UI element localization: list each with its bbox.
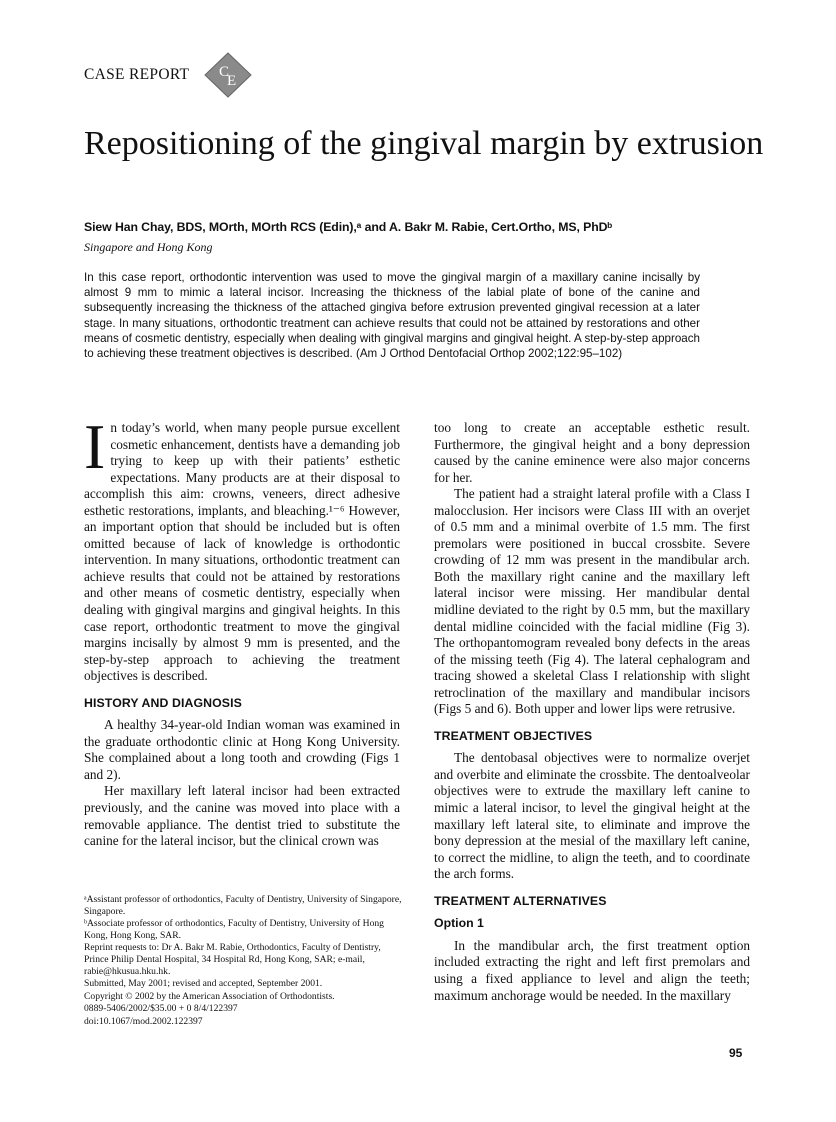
paragraph: A healthy 34-year-old Indian woman was examined in the graduate orthodontic clinic at Hong Kong University. She complained about a long tooth and crowding (Figs 1 and 2). — [84, 717, 400, 782]
doi-note: doi:10.1067/mod.2002.122397 — [84, 1015, 203, 1027]
paragraph: The patient had a straight lateral profile with a Class I malocclusion. Her incisors were Class III with an overjet of 0.5 mm and a minimal overbite of 1.5 mm. The first premolars were positioned in buccal crossbite. Severe crowding of 12 mm was present in the mandibular arch. Both the maxillary right canine and the maxillary left lateral incisor were missing. Her mandibular dental midline deviated to the right by 0.5 mm, but the maxillary dental midline coincided with the facial midline (Fig 3). The orthopantomogram revealed bony defects in the areas of the missing teeth (Fig 4). The lateral cephalogram and tracing showed a skeletal Class I relationship with slight retroclination of the maxillary and mandibular incisors (Figs 5 and 6). Both upper and lower lips were retrusive. — [434, 486, 750, 717]
right-column — [434, 420, 750, 1004]
heading-objectives: TREATMENT OBJECTIVES — [434, 728, 593, 743]
paragraph: In the mandibular arch, the first treatment option included extracting the right and left first premolars and using a fixed appliance to level and align the teeth; maximum anchorage would be needed. In the maxillary — [434, 937, 750, 1003]
copyright-note: Copyright © 2002 by the American Association of Orthodontists. — [84, 990, 335, 1002]
intro-text: n today’s world, when many people pursue excellent cosmetic enhancement, dentists have a demanding job trying to keep up with their patients’ esthetic expectations. Many products are at their disposal to accomplish this aim: crowns, veneers, direct adhesive esthetic restorations, implants, and bleaching.¹⁻⁶ However, an important option that should be included but is often omitted because of lack of knowledge is orthodontic intervention. In many situations, orthodontic treatment can achieve results that could not be attained by restorations and other means of cosmetic dentistry, especially when dealing with gingival margins and gingival heights. In this case report, orthodontic treatment to move the gingival margins incisally by almost 9 mm is presented, and the step-by-step approach to achieving the treatment objectives is described. — [84, 420, 400, 684]
paragraph: The dentobasal objectives were to normalize overjet and overbite and eliminate the crossbite. The dentoalveolar objectives were to extrude the maxillary left canine to mimic a lateral incisor, to level the gingival height at the maxillary left lateral site, to eliminate and improve the bony depression at the mesial of the maxillary left canine, to correct the midline, to align the teeth, and to coordinate the arch forms. — [434, 750, 750, 882]
ce-logo — [203, 52, 253, 98]
paragraph: too long to create an acceptable esthetic result. Furthermore, the gingival height and a bony depression caused by the canine eminence were also major concerns for her. — [434, 420, 750, 485]
footnotes — [84, 894, 402, 1029]
heading-history: HISTORY AND DIAGNOSIS — [84, 695, 242, 710]
section-label: CASE REPORT — [84, 66, 190, 83]
reprint-note: Reprint requests to: Dr A. Bakr M. Rabie, Orthodontics, Faculty of Dentistry, Prince Philip Dental Hospital, 34 Hospital Rd, Hong Kong, SAR; e-mail, rabie@hkusua.hku.hk. — [84, 942, 381, 977]
ce-diamond-icon — [203, 52, 253, 98]
author-line: Siew Han Chay, BDS, MOrth, MOrth RCS (Edin),ᵃ and A. Bakr M. Rabie, Cert.Ortho, MS, PhDᵇ — [84, 220, 613, 234]
footnote-a: ᵃAssistant professor of orthodontics, Faculty of Dentistry, University of Singapore, Singapore. — [84, 894, 402, 917]
codes-note: 0889-5406/2002/$35.00 + 0 8/4/122397 — [84, 1003, 238, 1015]
footnote-b: ᵇAssociate professor of orthodontics, Faculty of Dentistry, University of Hong Kong, Hong Kong, SAR. — [84, 918, 384, 941]
affiliation: Singapore and Hong Kong — [84, 240, 213, 254]
left-column — [84, 411, 400, 850]
subheading-option-1: Option 1 — [434, 916, 484, 931]
article-title: Repositioning of the gingival margin by extrusion — [84, 125, 764, 162]
logo-letter-c: C — [219, 64, 230, 80]
page-number: 95 — [729, 1046, 743, 1060]
paragraph: Her maxillary left lateral incisor had been extracted previously, and the canine was moved into place with a removable appliance. The dentist tried to substitute the canine for the lateral incisor, but the clinical crown was — [84, 783, 400, 849]
drop-cap: I — [84, 411, 106, 482]
intro-paragraph — [84, 411, 400, 685]
submitted-note: Submitted, May 2001; revised and accepted, September 2001. — [84, 978, 323, 990]
heading-alternatives: TREATMENT ALTERNATIVES — [434, 893, 607, 908]
logo-letter-e: E — [227, 73, 237, 89]
abstract: In this case report, orthodontic intervention was used to move the gingival margin of a maxillary canine incisally by almost 9 mm to mimic a lateral incisor. Increasing the thickness of the labial plate of bone of the canine and subsequently increasing the thickness of the attached gingiva before extrusion prevented gingival recession at a later stage. In many situations, orthodontic treatment can achieve results that could not be attained by restorations and other means of cosmetic dentistry, especially when dealing with gingival margins and gingival height. A step-by-step approach to achieving these treatment objectives is described. (Am J Orthod Dentofacial Orthop 2002;122:95–102) — [84, 271, 700, 361]
